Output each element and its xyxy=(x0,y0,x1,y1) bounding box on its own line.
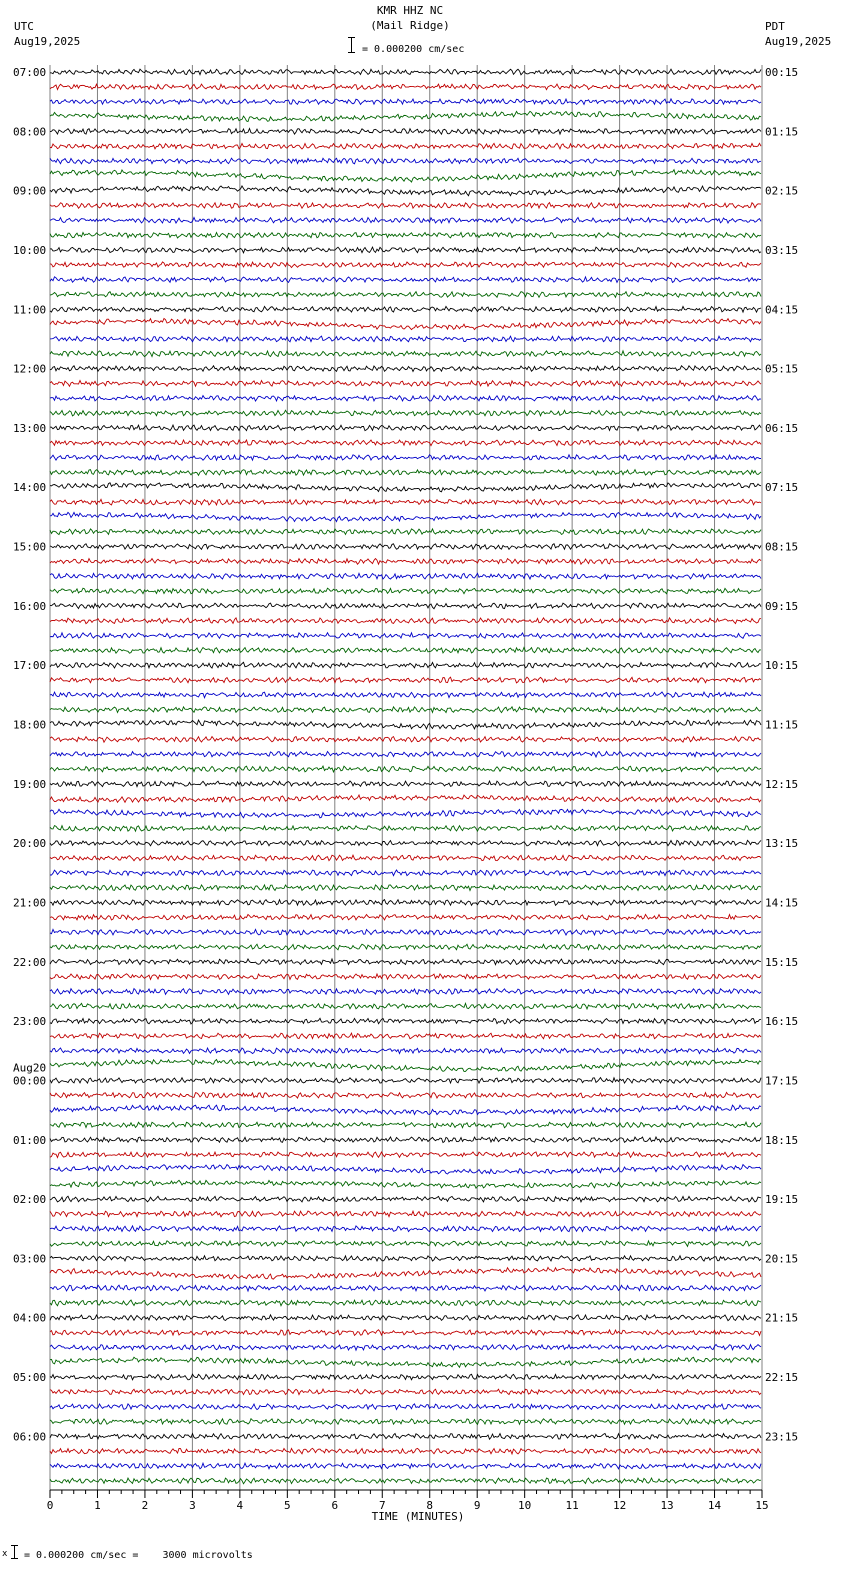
trace-16 xyxy=(50,292,761,298)
trace-68 xyxy=(50,1060,761,1072)
trace-85 xyxy=(50,1315,761,1321)
trace-67 xyxy=(50,1048,761,1054)
trace-35 xyxy=(50,573,761,579)
trace-22 xyxy=(50,381,761,387)
trace-37 xyxy=(50,603,761,609)
utc-label: 20:00 xyxy=(13,837,47,851)
trace-59 xyxy=(50,929,761,935)
right-date: Aug19,2025 xyxy=(765,35,832,48)
trace-60 xyxy=(50,944,761,950)
pdt-label: 18:15 xyxy=(765,1133,799,1147)
trace-92 xyxy=(50,1419,761,1425)
utc-hour-labels xyxy=(13,66,46,1443)
pdt-label: 10:15 xyxy=(765,659,799,673)
trace-36 xyxy=(50,588,761,594)
x-tick-label-14: 14 xyxy=(707,1499,722,1512)
trace-91 xyxy=(50,1404,761,1410)
trace-82 xyxy=(50,1267,761,1279)
trace-56 xyxy=(50,885,761,891)
trace-64 xyxy=(50,1003,761,1009)
trace-41 xyxy=(50,662,761,668)
utc-label: 10:00 xyxy=(13,243,47,257)
right-timezone: PDT xyxy=(765,20,785,33)
utc-label: 11:00 xyxy=(13,303,47,317)
x-tick-label-10: 10 xyxy=(518,1499,532,1512)
pdt-label: 09:15 xyxy=(765,599,799,613)
scale-bar-cap-bottom xyxy=(348,52,355,53)
trace-55 xyxy=(50,870,761,876)
trace-46 xyxy=(50,737,761,743)
trace-74 xyxy=(50,1152,761,1158)
trace-31 xyxy=(50,512,761,521)
x-tick-label-12: 12 xyxy=(612,1499,627,1512)
pdt-label: 05:15 xyxy=(765,362,799,376)
trace-27 xyxy=(50,455,761,461)
utc-label: 12:00 xyxy=(13,362,47,376)
trace-8 xyxy=(50,170,761,182)
footer-scale-cap-top xyxy=(11,1545,18,1546)
x-tick-label-4: 4 xyxy=(236,1499,244,1512)
trace-83 xyxy=(50,1285,761,1291)
left-timezone: UTC xyxy=(14,20,34,33)
trace-45 xyxy=(50,720,761,729)
trace-89 xyxy=(50,1374,761,1380)
trace-57 xyxy=(50,900,761,906)
trace-78 xyxy=(50,1211,761,1217)
x-tick-label-15: 15 xyxy=(755,1499,769,1512)
trace-29 xyxy=(50,483,761,492)
trace-75 xyxy=(50,1165,761,1174)
trace-93 xyxy=(50,1434,761,1440)
trace-62 xyxy=(50,974,761,980)
x-tick-label-13: 13 xyxy=(660,1499,674,1512)
trace-94 xyxy=(50,1448,761,1454)
utc-label: 01:00 xyxy=(13,1133,47,1147)
trace-80 xyxy=(50,1241,761,1247)
x-tick-label-3: 3 xyxy=(189,1499,196,1512)
utc-label: 23:00 xyxy=(13,1015,47,1029)
trace-50 xyxy=(50,795,761,802)
trace-2 xyxy=(50,84,761,90)
trace-58 xyxy=(50,915,761,921)
trace-86 xyxy=(50,1330,761,1336)
x-tick-label-2: 2 xyxy=(141,1499,149,1512)
trace-15 xyxy=(50,277,761,283)
trace-3 xyxy=(50,99,761,105)
x-tick-label-7: 7 xyxy=(378,1499,386,1512)
x-axis-label: TIME (MINUTES) xyxy=(371,1510,465,1523)
trace-61 xyxy=(50,959,761,965)
pdt-hour-labels xyxy=(765,66,798,1443)
trace-33 xyxy=(50,544,761,550)
trace-51 xyxy=(50,809,761,818)
utc-label: 16:00 xyxy=(13,599,47,613)
utc-label: 04:00 xyxy=(13,1311,47,1325)
trace-72 xyxy=(50,1122,761,1128)
pdt-label: 14:15 xyxy=(765,896,799,910)
trace-17 xyxy=(50,306,761,312)
footer-scale-bar-icon xyxy=(14,1545,15,1559)
trace-73 xyxy=(50,1137,761,1143)
trace-30 xyxy=(50,499,761,505)
pdt-label: 16:15 xyxy=(765,1015,799,1029)
station-title: KMR HHZ NC xyxy=(376,4,444,17)
trace-5 xyxy=(50,129,761,135)
trace-12 xyxy=(50,233,761,239)
utc-label: 19:00 xyxy=(13,777,47,791)
pdt-label: 08:15 xyxy=(765,540,799,554)
pdt-label: 11:15 xyxy=(765,718,799,732)
pdt-label: 22:15 xyxy=(765,1371,799,1385)
trace-20 xyxy=(50,351,761,357)
trace-81 xyxy=(50,1256,761,1261)
pdt-label: 02:15 xyxy=(765,184,799,198)
pdt-label: 17:15 xyxy=(765,1074,799,1088)
utc-label: 15:00 xyxy=(13,540,47,554)
pdt-label: 04:15 xyxy=(765,303,799,317)
trace-79 xyxy=(50,1226,761,1232)
pdt-label: 23:15 xyxy=(765,1430,799,1444)
x-tick-label-5: 5 xyxy=(284,1499,291,1512)
utc-label: 09:00 xyxy=(13,184,47,198)
trace-52 xyxy=(50,826,761,832)
trace-39 xyxy=(50,633,761,639)
x-tick-label-9: 9 xyxy=(473,1499,481,1512)
utc-label: 18:00 xyxy=(13,718,47,732)
trace-71 xyxy=(50,1105,761,1115)
trace-65 xyxy=(50,1018,761,1024)
pdt-label: 15:15 xyxy=(765,955,799,969)
trace-4 xyxy=(50,111,761,121)
trace-63 xyxy=(50,989,761,995)
footer-arrow-icon: x xyxy=(2,1549,8,1559)
trace-7 xyxy=(50,158,761,164)
trace-11 xyxy=(50,217,761,223)
trace-25 xyxy=(50,425,761,431)
pdt-label: 00:15 xyxy=(765,66,799,79)
footer-scale-cap-bottom xyxy=(11,1558,18,1559)
utc-label: 08:00 xyxy=(13,125,47,139)
trace-77 xyxy=(50,1196,761,1202)
scale-bar-cap-top xyxy=(348,37,355,38)
trace-10 xyxy=(50,203,761,209)
trace-26 xyxy=(50,440,761,446)
pdt-label: 13:15 xyxy=(765,837,799,851)
trace-76 xyxy=(50,1180,761,1188)
pdt-label: 03:15 xyxy=(765,243,799,257)
trace-88 xyxy=(50,1357,761,1367)
x-tick-label-1: 1 xyxy=(94,1499,101,1512)
trace-96 xyxy=(50,1478,761,1484)
trace-95 xyxy=(50,1463,761,1469)
trace-40 xyxy=(50,648,761,654)
trace-48 xyxy=(50,766,761,772)
trace-18 xyxy=(50,319,761,330)
trace-34 xyxy=(50,559,761,565)
utc-label: 05:00 xyxy=(13,1371,47,1385)
seismic-traces xyxy=(50,69,761,1484)
scale-bar-icon xyxy=(351,37,352,53)
trace-43 xyxy=(50,692,761,698)
pdt-label: 01:15 xyxy=(765,125,799,139)
trace-84 xyxy=(50,1300,761,1306)
x-tick-label-0: 0 xyxy=(46,1499,54,1512)
x-tick-label-6: 6 xyxy=(331,1499,339,1512)
trace-54 xyxy=(50,855,761,861)
utc-label: 14:00 xyxy=(13,481,47,495)
pdt-label: 19:15 xyxy=(765,1193,799,1207)
trace-28 xyxy=(50,470,761,476)
trace-44 xyxy=(50,707,761,713)
trace-69 xyxy=(50,1078,761,1084)
scale-label: = 0.000200 cm/sec xyxy=(362,44,465,55)
trace-70 xyxy=(50,1092,761,1098)
footer-scale-label: = 0.000200 cm/sec = 3000 microvolts xyxy=(24,1550,253,1561)
utc-label: 13:00 xyxy=(13,421,47,435)
trace-9 xyxy=(50,186,761,196)
trace-1 xyxy=(50,69,761,75)
pdt-label: 06:15 xyxy=(765,421,799,435)
trace-47 xyxy=(50,752,761,758)
utc-label: 02:00 xyxy=(13,1193,47,1207)
trace-19 xyxy=(50,336,761,342)
utc-label: 03:00 xyxy=(13,1252,47,1266)
pdt-label: 07:15 xyxy=(765,481,799,495)
x-tick-label-8: 8 xyxy=(426,1499,434,1512)
trace-24 xyxy=(50,410,761,416)
trace-23 xyxy=(50,395,761,401)
trace-87 xyxy=(50,1345,761,1351)
trace-32 xyxy=(50,529,761,535)
trace-13 xyxy=(50,247,761,253)
x-axis xyxy=(47,1490,769,1512)
pdt-label: 21:15 xyxy=(765,1311,799,1325)
trace-42 xyxy=(50,677,761,683)
utc-label: 21:00 xyxy=(13,896,47,910)
trace-90 xyxy=(50,1389,761,1395)
trace-49 xyxy=(50,781,761,787)
utc-label: 00:00 xyxy=(13,1074,47,1088)
trace-66 xyxy=(50,1033,761,1039)
station-location: (Mail Ridge) xyxy=(370,19,450,32)
pdt-label: 20:15 xyxy=(765,1252,799,1266)
utc-label: 07:00 xyxy=(13,66,47,79)
pdt-label: 12:15 xyxy=(765,777,799,791)
left-date: Aug19,2025 xyxy=(14,35,81,48)
utc-label: 17:00 xyxy=(13,659,47,673)
utc-label: 22:00 xyxy=(13,955,47,969)
trace-53 xyxy=(50,840,761,846)
trace-38 xyxy=(50,618,761,624)
x-tick-label-11: 11 xyxy=(565,1499,579,1512)
utc-label: Aug20 xyxy=(13,1061,47,1075)
trace-14 xyxy=(50,262,761,268)
utc-label: 06:00 xyxy=(13,1430,47,1444)
trace-6 xyxy=(50,143,761,149)
trace-21 xyxy=(50,366,761,372)
